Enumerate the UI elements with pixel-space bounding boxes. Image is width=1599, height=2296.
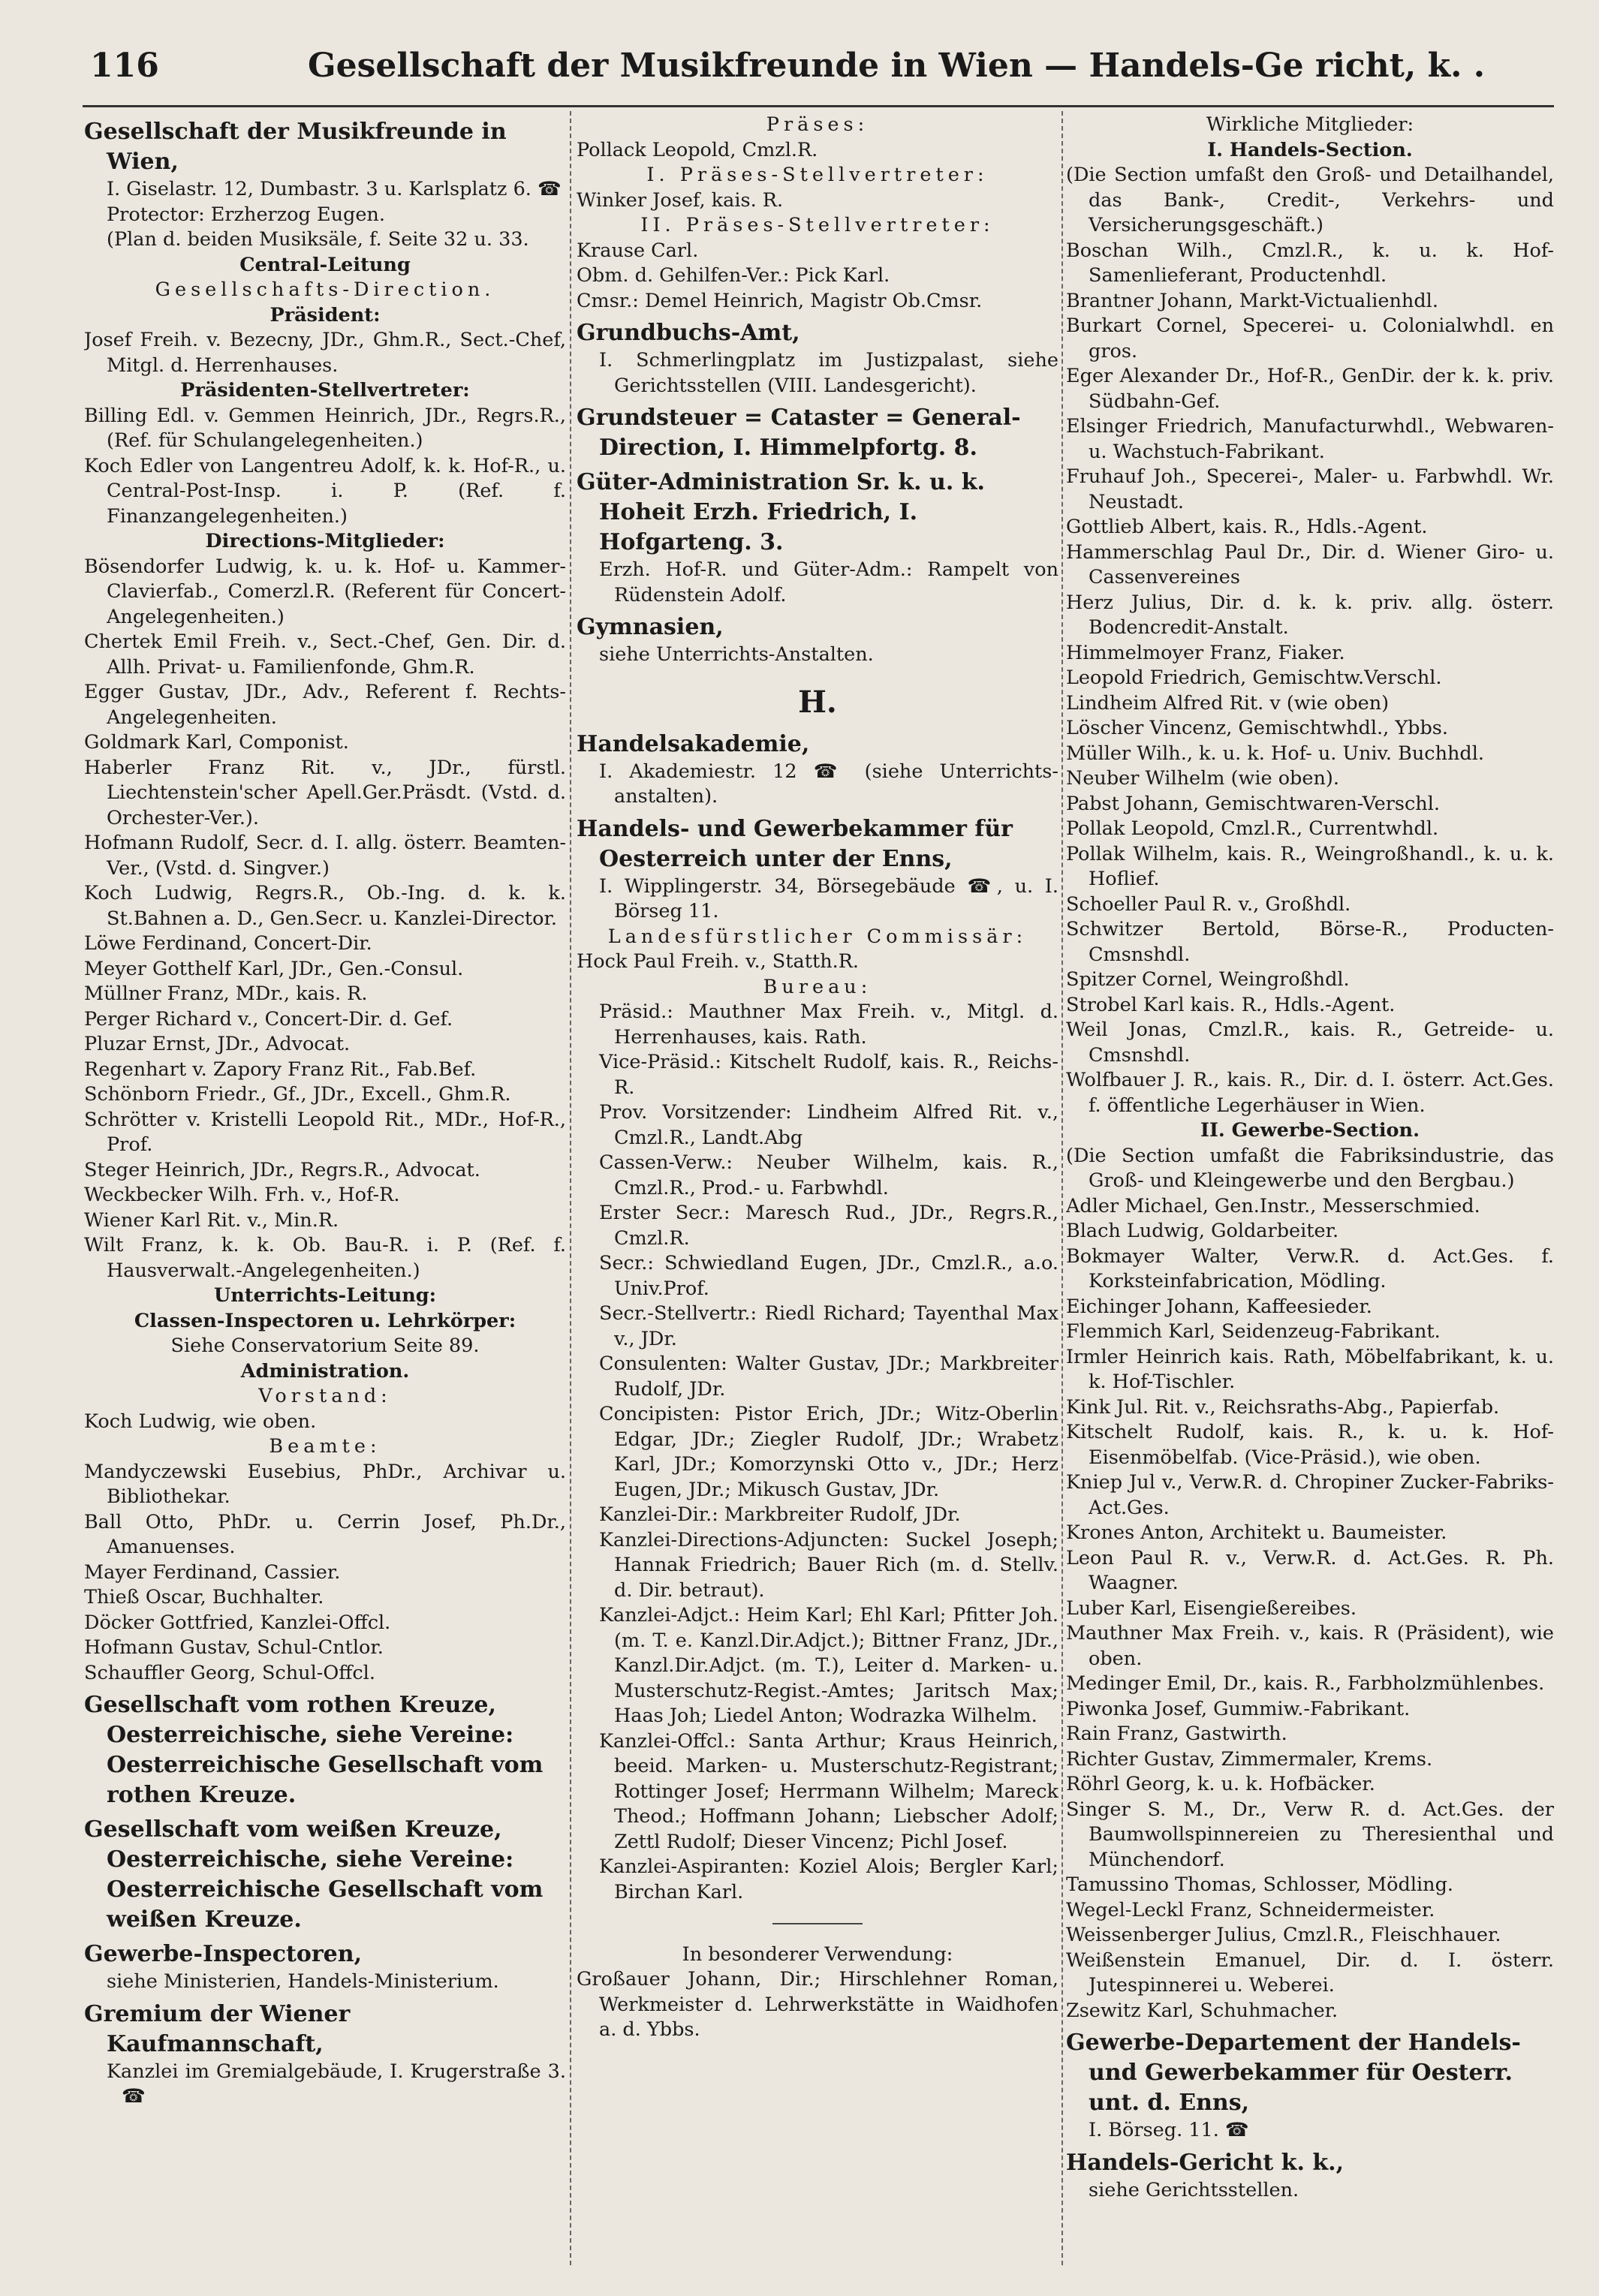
entry-text: Burkart Cornel, Specerei- u. Colonialwhdl. en gros. [1066, 314, 1554, 363]
entry-text: Hock Paul Freih. v., Statth.R. [577, 950, 860, 973]
entry-text: Rain Franz, Gastwirth. [1066, 1723, 1287, 1745]
entry-heading: Güter-Administration Sr. k. u. k. Hoheit Erzh. Friedrich, I. Hofgarteng. 3. [577, 469, 985, 555]
entry-text: Krones Anton, Architekt u. Baumeister. [1066, 1521, 1447, 1544]
entry-text: Kanzlei-Adjct.: Heim Karl; Ehl Karl; Pfitter Joh. (m. T. e. Kanzl.Dir.Adjct.); Bittner Franz, JDr., Kanzl.Dir.Adjct. (m. T.), Leiter d. Marken- u. Musterschutz-Regist.-Amtes; Jaritsch Max; Haas Joh; Liedel Anton; Wodrazka Wilhelm. [599, 1604, 1058, 1727]
entry-text: Schwitzer Bertold, Börse-R., Producten-Cmsnshdl. [1066, 918, 1554, 966]
entry-text: Billing Edl. v. Gemmen Heinrich, JDr., Regrs.R., (Ref. für Schulangelegenheiten.) [84, 404, 566, 452]
entry-text: I. Börseg. 11. ☎ [1089, 2119, 1249, 2141]
separator-line [772, 1923, 863, 1924]
entry-text: Kanzlei-Directions-Adjuncten: Suckel Joseph; Hannak Friedrich; Bauer Rich (m. d. Stellv. d. Dir. betraut). [599, 1528, 1058, 1602]
section-heading: Directions-Mitglieder: [205, 530, 445, 552]
entry-text: Pollak Leopold, Cmzl.R., Currentwhdl. [1066, 817, 1439, 840]
entry-text: Pollack Leopold, Cmzl.R. [577, 138, 818, 161]
entry-text: Weckbecker Wilh. Frh. v., Hof-R. [84, 1184, 400, 1206]
entry-text: Protector: Erzherzog Eugen. [107, 203, 385, 226]
entry-text: Mauthner Max Freih. v., kais. R (Präsident), wie oben. [1066, 1622, 1554, 1670]
entry-text: Krause Carl. [577, 239, 699, 262]
entry-text: Wolfbauer J. R., kais. R., Dir. d. I. österr. Act.Ges. f. öffentliche Legerhäuser in Wien. [1066, 1069, 1554, 1117]
entry-text: siehe Ministerien, Handels-Ministerium. [107, 1970, 499, 1993]
entry-text: Koch Edler von Langentreu Adolf, k. k. Hof-R., u. Central-Post-Insp. i. P. (Ref. f. Finanzangelegenheiten.) [84, 454, 566, 528]
entry-text: Piwonka Josef, Gummiw.-Fabrikant. [1066, 1697, 1411, 1720]
entry-heading: Gesellschaft der Musikfreunde in Wien, [84, 119, 507, 175]
entry-text: Pabst Johann, Gemischtwaren-Verschl. [1066, 792, 1440, 815]
entry-text: Weil Jonas, Cmzl.R., kais. R., Getreide- u. Cmsnshdl. [1066, 1019, 1554, 1067]
entry-text: siehe Gerichtsstellen. [1089, 2178, 1299, 2201]
section-heading: Unterrichts-Leitung: [213, 1284, 437, 1307]
entry-text: Thieß Oscar, Buchhalter. [84, 1586, 324, 1608]
entry-text: Präses: [766, 113, 869, 136]
entry-heading: Handels-Gericht k. k., [1066, 2149, 1345, 2176]
letter-heading: H. [798, 684, 837, 720]
entry-text: Secr.: Schwiedland Eugen, JDr., Cmzl.R., a.o. Univ.Prof. [599, 1252, 1058, 1300]
entry-text: Mayer Ferdinand, Cassier. [84, 1560, 341, 1584]
separator-rule [577, 1911, 1058, 1936]
entry-text: I. Wipplingerstr. 34, Börsegebäude ☎, u. I. Börseg 11. [599, 874, 1058, 922]
entry-text: Consulenten: Walter Gustav, JDr.; Markbreiter Rudolf, JDr. [599, 1353, 1058, 1401]
entry-text: Boschan Wilh., Cmzl.R., k. u. k. Hof-Samenlieferant, Productenhdl. [1066, 239, 1554, 287]
entry-text: Haberler Franz Rit. v., JDr., fürstl. Liechtenstein'scher Apell.Ger.Präsdt. (Vstd. d. Orchester-Ver.). [84, 756, 566, 829]
entry-text: Fruhauf Joh., Specerei-, Maler- u. Farbwhdl. Wr. Neustadt. [1066, 465, 1554, 513]
entry-text: Vorstand: [258, 1385, 392, 1407]
entry-text: Bösendorfer Ludwig, k. u. k. Hof- u. Kammer-Clavierfab., Comerzl.R. (Referent für Concert-Angelegenheiten.) [84, 555, 566, 628]
entry-text: Bureau: [763, 975, 872, 998]
column-1 [84, 113, 566, 2259]
entry-heading: Handels- und Gewerbekammer für Oesterreich unter der Enns, [577, 815, 1013, 872]
entry-text: I. Schmerlingplatz im Justizpalast, siehe Gerichtsstellen (VIII. Landesgericht). [599, 349, 1058, 397]
entry-text: Strobel Karl kais. R., Hdls.-Agent. [1066, 993, 1396, 1016]
entry-text: Secr.-Stellvertr.: Riedl Richard; Tayenthal Max v., JDr. [599, 1302, 1058, 1350]
entry-text: Schönborn Friedr., Gf., JDr., Excell., Ghm.R. [84, 1083, 511, 1106]
entry-text: Cmsr.: Demel Heinrich, Magistr Ob.Cmsr. [577, 289, 983, 312]
entry-text: Kanzlei-Aspiranten: Koziel Alois; Bergler Karl; Birchan Karl. [599, 1855, 1058, 1903]
entry-text: Großauer Johann, Dir.; Hirschlehner Roman, Werkmeister d. Lehrwerkstätte in Waidhofen a. d. Ybbs. [577, 1968, 1058, 2041]
entry-heading: Grundsteuer = Cataster = General-Direction, I. Himmelpfortg. 8. [577, 405, 1021, 461]
page-header [83, 47, 1554, 99]
entry-text: Tamussino Thomas, Schlosser, Mödling. [1066, 1873, 1454, 1896]
entry-heading: Gewerbe-Inspectoren, [84, 1941, 363, 1967]
entry-heading: Gesellschaft vom rothen Kreuze, Oesterreichische, siehe Vereine: Oesterreichische Gesellschaft vom rothen Kreuze. [84, 1692, 544, 1808]
entry-text: Vice-Präsid.: Kitschelt Rudolf, kais. R., Reichs-R. [599, 1051, 1058, 1099]
entry-text: Eichinger Johann, Kaffeesieder. [1066, 1295, 1372, 1318]
entry-text: Kanzlei-Offcl.: Santa Arthur; Kraus Heinrich, beeid. Marken- u. Musterschutz-Registrant; Rottinger Josef; Herrmann Wilhelm; Mareck Theod.; Hoffmann Johann; Liebscher Adolf; Zettl Rudolf; Dieser Vincenz; Pichl Josef. [599, 1729, 1058, 1853]
entry-text: Prov. Vorsitzender: Lindheim Alfred Rit. v., Cmzl.R., Landt.Abg [599, 1101, 1058, 1149]
column-divider-1 [570, 111, 571, 2265]
column-2 [577, 113, 1058, 2259]
section-heading: I. Handels-Section. [1207, 138, 1413, 161]
entry-text: Gottlieb Albert, kais. R., Hdls.-Agent. [1066, 516, 1428, 538]
entry-text: Weißenstein Emanuel, Dir. d. I. österr. Jutespinnerei u. Weberei. [1066, 1948, 1554, 1997]
entry-text: Hofmann Gustav, Schul-Cntlor. [84, 1636, 384, 1659]
entry-text: (Die Section umfaßt die Fabriksindustrie, das Groß- und Kleingewerbe und den Bergbau.) [1066, 1144, 1554, 1192]
entry-text: Schauffler Georg, Schul-Offcl. [84, 1661, 375, 1684]
section-heading: Classen-Inspectoren u. Lehrkörper: [134, 1309, 516, 1332]
entry-text: Löwe Ferdinand, Concert-Dir. [84, 932, 372, 955]
entry-text: Weissenberger Julius, Cmzl.R., Fleischhauer. [1066, 1924, 1501, 1946]
entry-text: (Die Section umfaßt den Groß- und Detailhandel, das Bank-, Credit-, Verkehrs- und Versicherungsgeschäft.) [1066, 164, 1554, 236]
running-title: Gesellschaft der Musikfreunde in Wien — Handels-Ge richt, k. . [308, 47, 1486, 85]
entry-text: Herz Julius, Dir. d. k. k. priv. allg. österr. Bodencredit-Anstalt. [1066, 591, 1554, 639]
entry-text: Beamte: [269, 1435, 381, 1458]
entry-text: Adler Michael, Gen.Instr., Messerschmied. [1066, 1194, 1480, 1217]
entry-text: Ball Otto, PhDr. u. Cerrin Josef, Ph.Dr., Amanuenses. [84, 1510, 566, 1558]
entry-text: Kitschelt Rudolf, kais. R., k. u. k. Hof-Eisenmöbelfab. (Vice-Präsid.), wie oben. [1066, 1421, 1554, 1469]
entry-text: I. Akademiestr. 12 ☎ (siehe Unterrichts-anstalten). [599, 760, 1058, 808]
entry-text: II. Präses-Stellvertreter: [640, 214, 995, 236]
entry-text: Lindheim Alfred Rit. v (wie oben) [1066, 691, 1390, 715]
entry-text: Irmler Heinrich kais. Rath, Möbelfabrikant, k. u. k. Hof-Tischler. [1066, 1345, 1554, 1393]
entry-text: Müller Wilh., k. u. k. Hof- u. Univ. Buchhdl. [1066, 742, 1485, 765]
entry-text: Kniep Jul v., Verw.R. d. Chropiner Zucker-Fabriks-Act.Ges. [1066, 1471, 1554, 1519]
entry-text: Löscher Vincenz, Gemischtwhdl., Ybbs. [1066, 717, 1449, 739]
section-heading: Central-Leitung [239, 253, 411, 276]
entry-text: Schrötter v. Kristelli Leopold Rit., MDr., Hof-R., Prof. [84, 1108, 566, 1156]
entry-text: Gesellschafts-Direction. [155, 278, 495, 301]
entry-text: Goldmark Karl, Componist. [84, 731, 349, 754]
entry-text: Himmelmoyer Franz, Fiaker. [1066, 641, 1345, 664]
entry-text: Steger Heinrich, JDr., Regrs.R., Advocat. [84, 1158, 480, 1181]
entry-text: Perger Richard v., Concert-Dir. d. Gef. [84, 1007, 453, 1031]
entry-text: Kanzlei im Gremialgebäude, I. Krugerstraße 3. ☎ [107, 2060, 566, 2108]
entry-text: Concipisten: Pistor Erich, JDr.; Witz-Oberlin Edgar, JDr.; Ziegler Rudolf, JDr.; Wrabetz Karl, JDr.; Komorzynski Otto v., JDr.; Herz Eugen, JDr.; Mikusch Gustav, JDr. [599, 1403, 1058, 1501]
entry-heading: Gymnasien, [577, 614, 724, 640]
entry-heading: Handelsakademie, [577, 730, 810, 757]
entry-text: Winker Josef, kais. R. [577, 188, 784, 212]
entry-heading: Gesellschaft vom weißen Kreuze, Oesterreichische, siehe Vereine: Oesterreichische Gesellschaft vom weißen Kreuze. [84, 1816, 544, 1933]
section-heading: Präsidenten-Stellvertreter: [180, 379, 470, 402]
entry-text: Eger Alexander Dr., Hof-R., GenDir. der k. k. priv. Südbahn-Gef. [1066, 365, 1554, 413]
entry-text: Richter Gustav, Zimmermaler, Krems. [1066, 1747, 1433, 1771]
entry-text: Spitzer Cornel, Weingroßhdl. [1066, 968, 1350, 991]
entry-text: Müllner Franz, MDr., kais. R. [84, 982, 368, 1005]
entry-text: Bokmayer Walter, Verw.R. d. Act.Ges. f. Korksteinfabrication, Mödling. [1066, 1244, 1554, 1292]
entry-text: Döcker Gottfried, Kanzlei-Offcl. [84, 1611, 391, 1634]
entry-text: Josef Freih. v. Bezecny, JDr., Ghm.R., Sect.-Chef, Mitgl. d. Herrenhauses. [84, 329, 566, 377]
header-rule [83, 105, 1554, 107]
entry-text: Meyer Gotthelf Karl, JDr., Gen.-Consul. [84, 957, 464, 980]
column-3 [1066, 113, 1554, 2259]
entry-text: Wilt Franz, k. k. Ob. Bau-R. i. P. (Ref. f. Hausverwalt.-Angelegenheiten.) [84, 1234, 566, 1282]
entry-text: Mandyczewski Eusebius, PhDr., Archivar u. Bibliothekar. [84, 1460, 566, 1508]
entry-text: siehe Unterrichts-Anstalten. [599, 643, 874, 666]
entry-text: I. Giselastr. 12, Dumbastr. 3 u. Karlsplatz 6. ☎ [107, 178, 562, 200]
entry-text: Obm. d. Gehilfen-Ver.: Pick Karl. [577, 264, 890, 287]
entry-text: Leopold Friedrich, Gemischtw.Verschl. [1066, 667, 1442, 689]
entry-text: In besonderer Verwendung: [682, 1942, 953, 1966]
section-heading: II. Gewerbe-Section. [1200, 1119, 1420, 1142]
entry-text: Landesfürstlicher Commissär: [607, 925, 1028, 948]
entry-text: Hofmann Rudolf, Secr. d. I. allg. österr. Beamten-Ver., (Vstd. d. Singver.) [84, 832, 566, 880]
entry-text: Röhrl Georg, k. u. k. Hofbäcker. [1066, 1773, 1375, 1795]
entry-text: Zsewitz Karl, Schuhmacher. [1066, 1999, 1339, 2022]
entry-text: Präsid.: Mauthner Max Freih. v., Mitgl. d. Herrenhauses, kais. Rath. [599, 1001, 1058, 1049]
entry-text: Egger Gustav, JDr., Adv., Referent f. Rechts-Angelegenheiten. [84, 681, 566, 729]
entry-text: Erster Secr.: Maresch Rud., JDr., Regrs.R., Cmzl.R. [599, 1202, 1058, 1250]
entry-text: Koch Ludwig, wie oben. [84, 1410, 317, 1433]
entry-text: (Plan d. beiden Musiksäle, f. Seite 32 u. 33. [107, 228, 529, 251]
entry-text: Pluzar Ernst, JDr., Advocat. [84, 1033, 351, 1055]
entry-text: Cassen-Verw.: Neuber Wilhelm, kais. R., Cmzl.R., Prod.- u. Farbwhdl. [599, 1151, 1058, 1199]
entry-text: Regenhart v. Zapory Franz Rit., Fab.Bef. [84, 1058, 477, 1081]
entry-text: Hammerschlag Paul Dr., Dir. d. Wiener Giro- u. Cassenvereines [1066, 540, 1554, 588]
entry-text: Kink Jul. Rit. v., Reichsraths-Abg., Papierfab. [1066, 1395, 1500, 1419]
entry-heading: Gewerbe-Departement der Handels- und Gewerbekammer für Oesterr. unt. d. Enns, [1066, 2030, 1521, 2116]
entry-text: Brantner Johann, Markt-Victualienhdl. [1066, 289, 1438, 312]
column-divider-2 [1061, 111, 1063, 2265]
page-number: 116 [90, 47, 159, 85]
entry-text: Blach Ludwig, Goldarbeiter. [1066, 1220, 1339, 1242]
section-heading: Präsident: [270, 303, 381, 326]
entry-text: Flemmich Karl, Seidenzeug-Fabrikant. [1066, 1320, 1441, 1343]
entry-text: Erzh. Hof-R. und Güter-Adm.: Rampelt von Rüdenstein Adolf. [599, 558, 1058, 606]
entry-text: Leon Paul R. v., Verw.R. d. Act.Ges. R. Ph. Waagner. [1066, 1546, 1554, 1594]
entry-text: Luber Karl, Eisengießereibes. [1066, 1596, 1357, 1620]
entry-text: Chertek Emil Freih. v., Sect.-Chef, Gen. Dir. d. Allh. Privat- u. Familienfonde, Ghm.R. [84, 630, 566, 679]
entry-text: Neuber Wilhelm (wie oben). [1066, 767, 1339, 790]
section-heading: Administration. [240, 1359, 410, 1383]
entry-text: Siehe Conservatorium Seite 89. [170, 1335, 480, 1357]
entry-text: Elsinger Friedrich, Manufacturwhdl., Webwaren- u. Wachstuch-Fabrikant. [1066, 415, 1554, 463]
entry-text: I. Präses-Stellvertreter: [646, 164, 989, 186]
entry-text: Kanzlei-Dir.: Markbreiter Rudolf, JDr. [599, 1503, 961, 1526]
entry-heading: Grundbuchs-Amt, [577, 320, 800, 346]
entry-text: Wirkliche Mitglieder: [1206, 113, 1414, 136]
entry-text: Koch Ludwig, Regrs.R., Ob.-Ing. d. k. k. St.Bahnen a. D., Gen.Secr. u. Kanzlei-Director. [84, 882, 566, 930]
entry-text: Singer S. M., Dr., Verw R. d. Act.Ges. der Baumwollspinnereien zu Theresienthal und Münchendorf. [1066, 1798, 1554, 1871]
entry-text: Schoeller Paul R. v., Großhdl. [1066, 892, 1351, 916]
entry-text: Medinger Emil, Dr., kais. R., Farbholzmühlenbes. [1066, 1672, 1545, 1695]
entry-text: Pollak Wilhelm, kais. R., Weingroßhandl., k. u. k. Hoflief. [1066, 842, 1554, 890]
entry-heading: Gremium der Wiener Kaufmannschaft, [84, 2000, 351, 2057]
entry-text: Wiener Karl Rit. v., Min.R. [84, 1208, 339, 1232]
entry-text: Wegel-Leckl Franz, Schneidermeister. [1066, 1898, 1435, 1921]
